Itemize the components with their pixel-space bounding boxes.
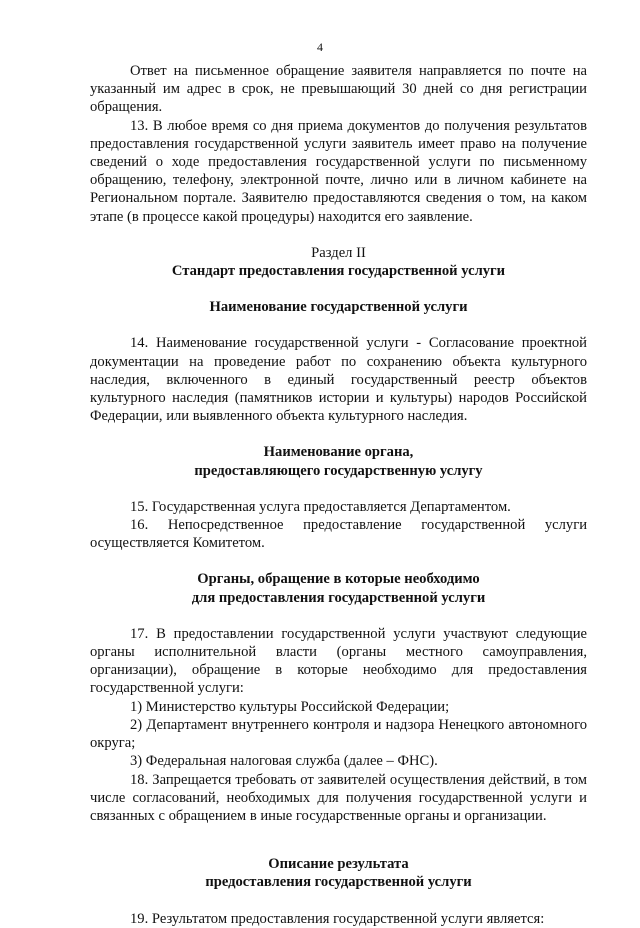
heading-result-line1: Описание результата bbox=[268, 856, 409, 873]
heading-service-name: Наименование государственной услуги bbox=[209, 299, 468, 316]
paragraph-reply: Ответ на письменное обращение заявителя направляется по почте на указанный им адрес в срок, не превышающий 30 дней со дня регистрации обращения. bbox=[90, 63, 587, 116]
paragraph-19: 19. Результатом предоставления государственной услуги является: bbox=[130, 910, 545, 927]
paragraph-15: 15. Государственная услуга предоставляется Департаментом. bbox=[130, 498, 511, 515]
document-body bbox=[90, 62, 587, 928]
page-number: 4 bbox=[317, 40, 323, 54]
paragraph-16: 16. Непосредственное предоставление государственной услуги осуществляется Комитетом. bbox=[90, 517, 587, 552]
paragraph-18: 18. Запрещается требовать от заявителей осуществления действий, в том числе согласований, необходимых для получения государственной услуги и связанных с обращением в иные государственные органы и организации. bbox=[90, 771, 587, 824]
list-item: 3) Федеральная налоговая служба (далее – ФНС). bbox=[130, 753, 438, 770]
section-title: Стандарт предоставления государственной услуги bbox=[171, 263, 506, 280]
heading-organ-line1: Наименование органа, bbox=[263, 444, 414, 461]
list-item: 2) Департамент внутреннего контроля и надзора Ненецкого автономного округа; bbox=[90, 716, 587, 752]
list-item: 1) Министерство культуры Российской Федерации; bbox=[130, 698, 450, 715]
paragraph-13: 13. В любое время со дня приема документов до получения результатов предоставления государственной услуги заявитель имеет право на получение сведений о ходе предоставления государственной услуги по письменному обращению, телефону, электронной почте, лично или в личном кабинете на Региональном портале. Заявителю предоставляются сведения о том, на каком этапе (в процессе какой процедуры) находится его заявление. bbox=[90, 117, 587, 225]
heading-organ-line2: предоставляющего государственную услугу bbox=[194, 462, 483, 479]
paragraph-17: 17. В предоставлении государственной услуги участвуют следующие органы исполнительной власти (органы местного самоуправления, организации), обращение в которые необходимо для предоставления государственной услуги: bbox=[90, 625, 587, 697]
heading-bodies-line2: для предоставления государственной услуги bbox=[191, 589, 486, 606]
paragraph-14: 14. Наименование государственной услуги - Согласование проектной документации на проведение работ по сохранению объекта культурного наследия, включенного в единый государственный реестр объектов культурного наследия (памятников истории и культуры) народов Российской Федерации, или выявленного объекта культурного наследия. bbox=[90, 335, 587, 425]
section-label: Раздел II bbox=[311, 244, 366, 261]
heading-bodies-line1: Органы, обращение в которые необходимо bbox=[197, 571, 480, 588]
heading-result-line2: предоставления государственной услуги bbox=[205, 874, 472, 891]
